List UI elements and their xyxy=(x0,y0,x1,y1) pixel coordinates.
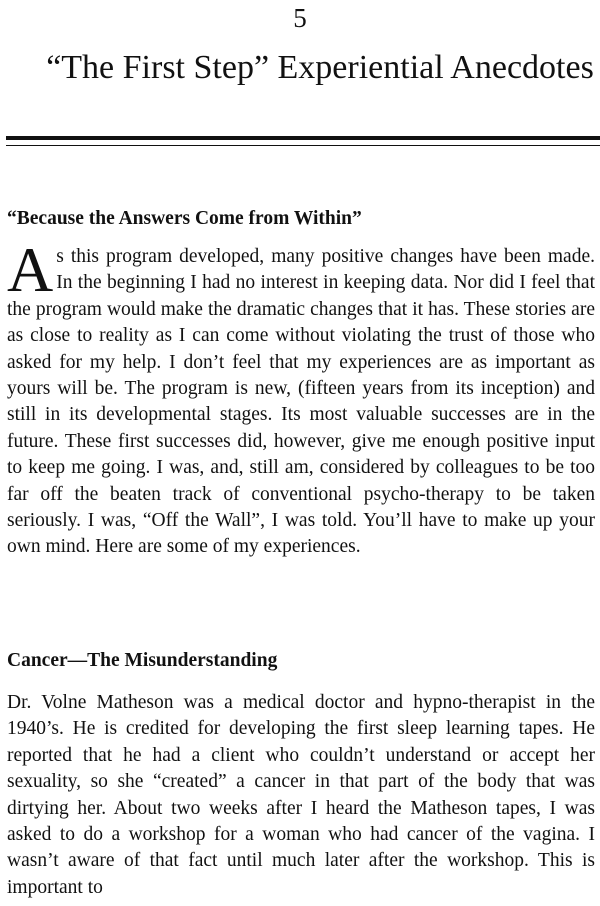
drop-cap-letter: A xyxy=(7,234,54,305)
paragraph-text: Dr. Volne Matheson was a medical doctor and hypno-therapist in the 1940’s. He is credited for developing the first sleep learning tapes. He reported that he had a client who couldn’t understand or accept her sexuality, so she “created” a cancer in that part of the body that was dirtying her. About two weeks after I heard the Matheson tapes, I was asked to do a workshop for a woman who had cancer of the vagina. I wasn’t aware of that fact until much later after the workshop. This is important to xyxy=(7,692,595,898)
section-paragraph-cancer xyxy=(7,690,595,901)
chapter-number: 5 xyxy=(293,3,307,33)
section-heading-cancer: Cancer—The Misunderstanding xyxy=(7,650,278,671)
chapter-title: “The First Step” Experiential Anecdotes xyxy=(46,49,594,86)
title-rule-thin xyxy=(6,145,600,146)
section-heading-answers-within: “Because the Answers Come from Within” xyxy=(7,208,362,229)
section-paragraph-answers-within xyxy=(7,234,595,561)
paragraph-text: s this program developed, many positive changes have been made. In the beginning I had no interest in keeping data. Nor did I feel that the program would make the dramatic changes that it has. These stories are as close to reality as I can come without violating the trust of those who asked for my help. I don’t feel that my experiences are as important as yours will be. The program is new, (fifteen years from its inception) and still in its developmental stages. Its most valuable successes are in the future. These first successes did, however, give me enough positive input to keep me going. I was, and, still am, considered by colleagues to be too far off the beaten track of conventional psycho-therapy to be taken seriously. I was, “Off the Wall”, I was told. You’ll have to make up your own mind. Here are some of my experiences. xyxy=(7,246,595,558)
title-rule-thick xyxy=(6,136,600,140)
